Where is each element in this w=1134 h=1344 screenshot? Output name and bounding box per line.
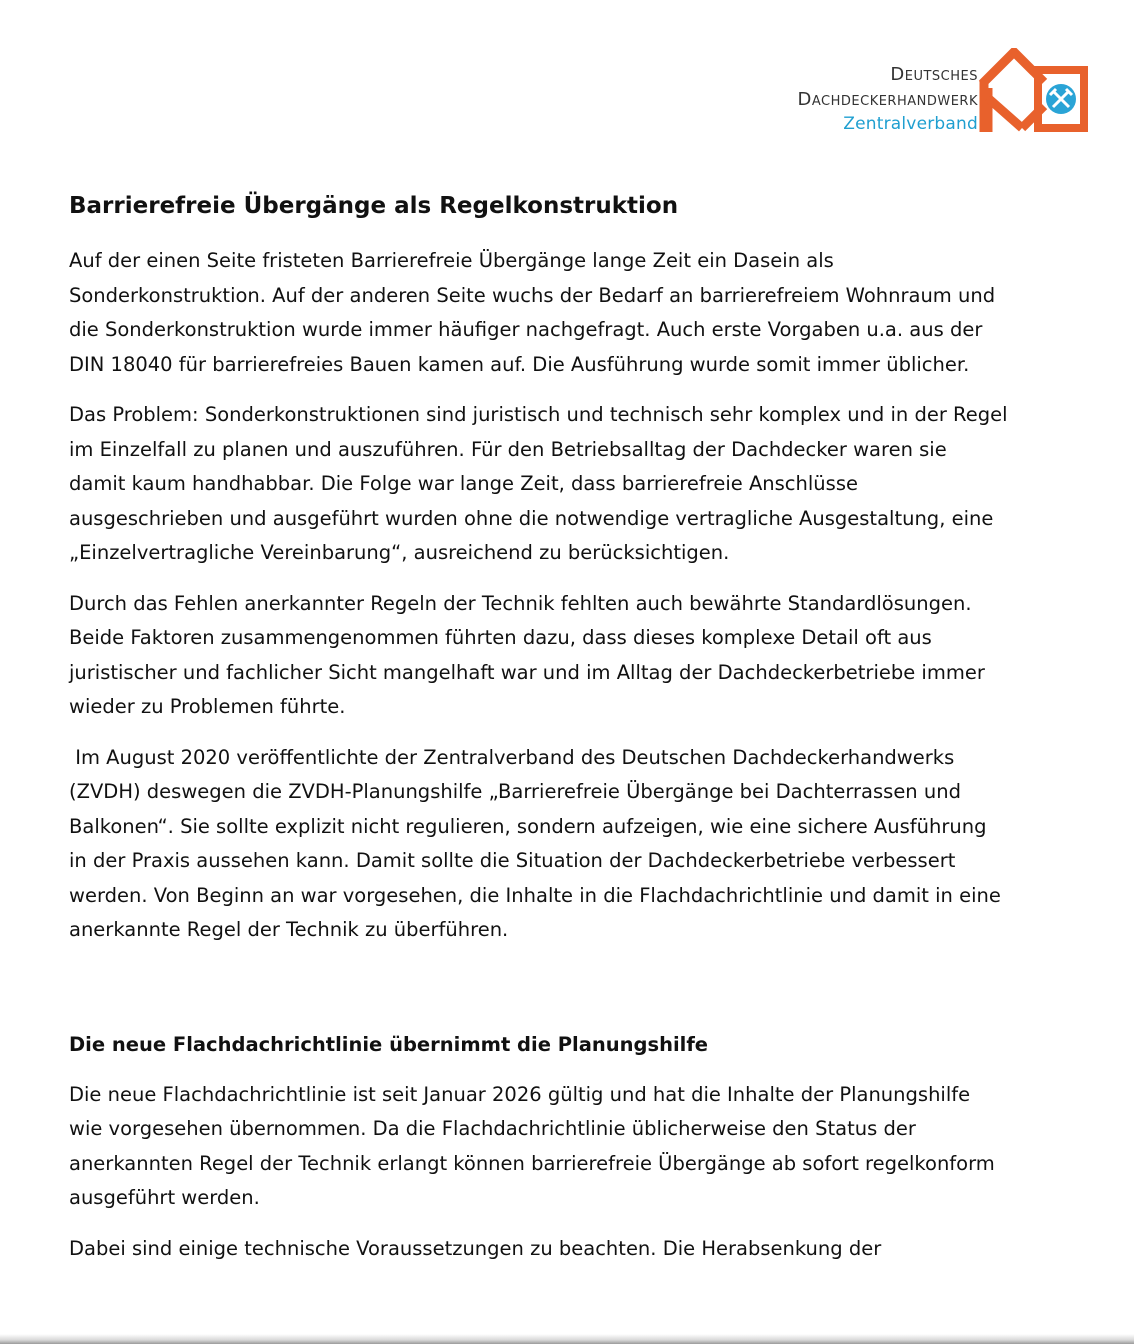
paragraph-1: Auf der einen Seite fristeten Barrierefreie Übergänge lange Zeit ein Dasein als Sonderkonstruktion. Auf der anderen Seite wuchs der Bedarf an barrierefreiem Wohnraum und die Sonderkonstruktion wurde immer häufiger nachgefragt. Auch erste Vorgaben u.a. aus der DIN 18040 für barrierefreies Bauen kamen auf. Die Ausführung wurde somit immer üblicher. bbox=[69, 249, 996, 376]
logo-line-deutsches: Deutsches bbox=[890, 64, 978, 85]
heading-neue-flachdachrichtlinie: Die neue Flachdachrichtlinie übernimmt die Planungshilfe bbox=[69, 1032, 709, 1056]
paragraph-4: Im August 2020 veröffentlichte der Zentralverband des Deutschen Dachdeckerhandwerks (ZVDH) deswegen die ZVDH-Planungshilfe „Barrierefreie Übergänge bei Dachterrassen und Balkonen“. Sie sollte explizit nicht regulieren, sondern aufzeigen, wie eine sichere Ausführung in der Praxis aussehen kann. Damit sollte die Situation der Dachdeckerbetriebe verbessert werden. Von Beginn an war vorgesehen, die Inhalte in die Flachdachrichtlinie und damit in eine anerkannte Regel der Technik zu überführen. bbox=[69, 745, 1008, 941]
paragraph-6-partial: Dabei sind einige technische Voraussetzungen zu beachten. Die Herabsenkung der bbox=[69, 1236, 882, 1260]
paragraph-2: Das Problem: Sonderkonstruktionen sind juristisch und technisch sehr komplex und in der Regel im Einzelfall zu planen und auszuführen. Für den Betriebsalltag der Dachdecker waren sie damit kaum handhabbar. Die Folge war lange Zeit, dass barrierefreie Anschlüsse ausgeschrieben und ausgeführt wurden ohne die notwendige vertragliche Ausgestaltung, eine „Einzelvertragliche Vereinbarung“, ausreichend zu berücksichtigen. bbox=[69, 403, 1008, 564]
logo-text bbox=[798, 62, 978, 137]
heading-barrierefreie-uebergaenge: Barrierefreie Übergänge als Regelkonstruktion bbox=[69, 193, 679, 219]
logo-line-zentralverband: Zentralverband bbox=[843, 114, 978, 134]
paragraph-3: Durch das Fehlen anerkannter Regeln der Technik fehlten auch bewährte Standardlösungen. Beide Faktoren zusammengenommen führten dazu, dass dieses komplexe Detail oft aus juristischer und fachlicher Sicht mangelhaft war und im Alltag der Dachdeckerbetriebe immer wieder zu Problemen führte. bbox=[69, 591, 985, 718]
zvdh-logo bbox=[730, 48, 1090, 138]
document-body bbox=[69, 188, 1009, 1282]
paragraph-5: Die neue Flachdachrichtlinie ist seit Januar 2026 gültig und hat die Inhalte der Planungshilfe wie vorgesehen übernommen. Da die Flachdachrichtlinie üblicherweise den Status der anerkannten Regel der Technik erlangt können barrierefreie Übergänge ab sofort regelkonform ausgeführt werden. bbox=[69, 1082, 995, 1209]
roof-logo-icon bbox=[978, 48, 1090, 136]
logo-line-dachdeckerhandwerk: Dachdeckerhandwerk bbox=[797, 89, 978, 110]
page-bottom-edge bbox=[0, 1334, 1134, 1344]
